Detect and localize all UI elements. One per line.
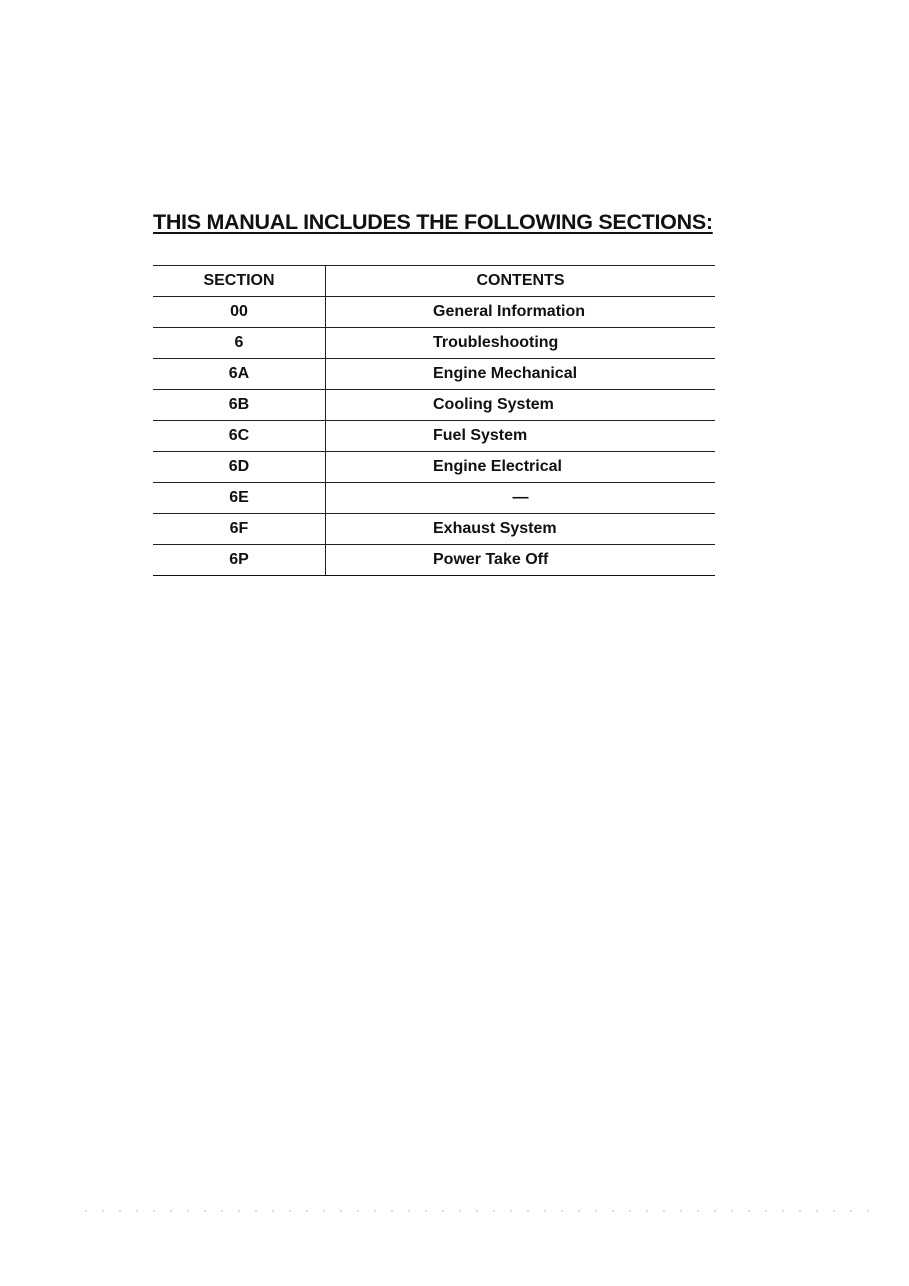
table-row [153, 452, 715, 483]
page-title: THIS MANUAL INCLUDES THE FOLLOWING SECTIONS: [153, 210, 713, 234]
table-header-row [153, 266, 715, 297]
table-row [153, 328, 715, 359]
section-code: 00 [153, 297, 326, 328]
section-contents: Troubleshooting [326, 328, 716, 359]
scan-artifact-line [85, 1210, 875, 1212]
section-column-header: SECTION [153, 266, 326, 297]
section-code: 6P [153, 545, 326, 576]
section-code: 6B [153, 390, 326, 421]
section-code: 6D [153, 452, 326, 483]
contents-column-header: CONTENTS [326, 266, 716, 297]
section-contents: Cooling System [326, 390, 716, 421]
table-row [153, 390, 715, 421]
table-row [153, 514, 715, 545]
section-code: 6F [153, 514, 326, 545]
section-code: 6E [153, 483, 326, 514]
section-code: 6A [153, 359, 326, 390]
table-row [153, 421, 715, 452]
section-contents: Engine Mechanical [326, 359, 716, 390]
table-row [153, 545, 715, 576]
section-contents: General Information [326, 297, 716, 328]
section-contents: — [326, 483, 716, 514]
section-contents: Power Take Off [326, 545, 716, 576]
section-contents: Engine Electrical [326, 452, 716, 483]
section-contents: Fuel System [326, 421, 716, 452]
section-code: 6 [153, 328, 326, 359]
section-contents: Exhaust System [326, 514, 716, 545]
table-row [153, 297, 715, 328]
sections-table [153, 265, 715, 576]
table-row [153, 483, 715, 514]
section-code: 6C [153, 421, 326, 452]
table-row [153, 359, 715, 390]
